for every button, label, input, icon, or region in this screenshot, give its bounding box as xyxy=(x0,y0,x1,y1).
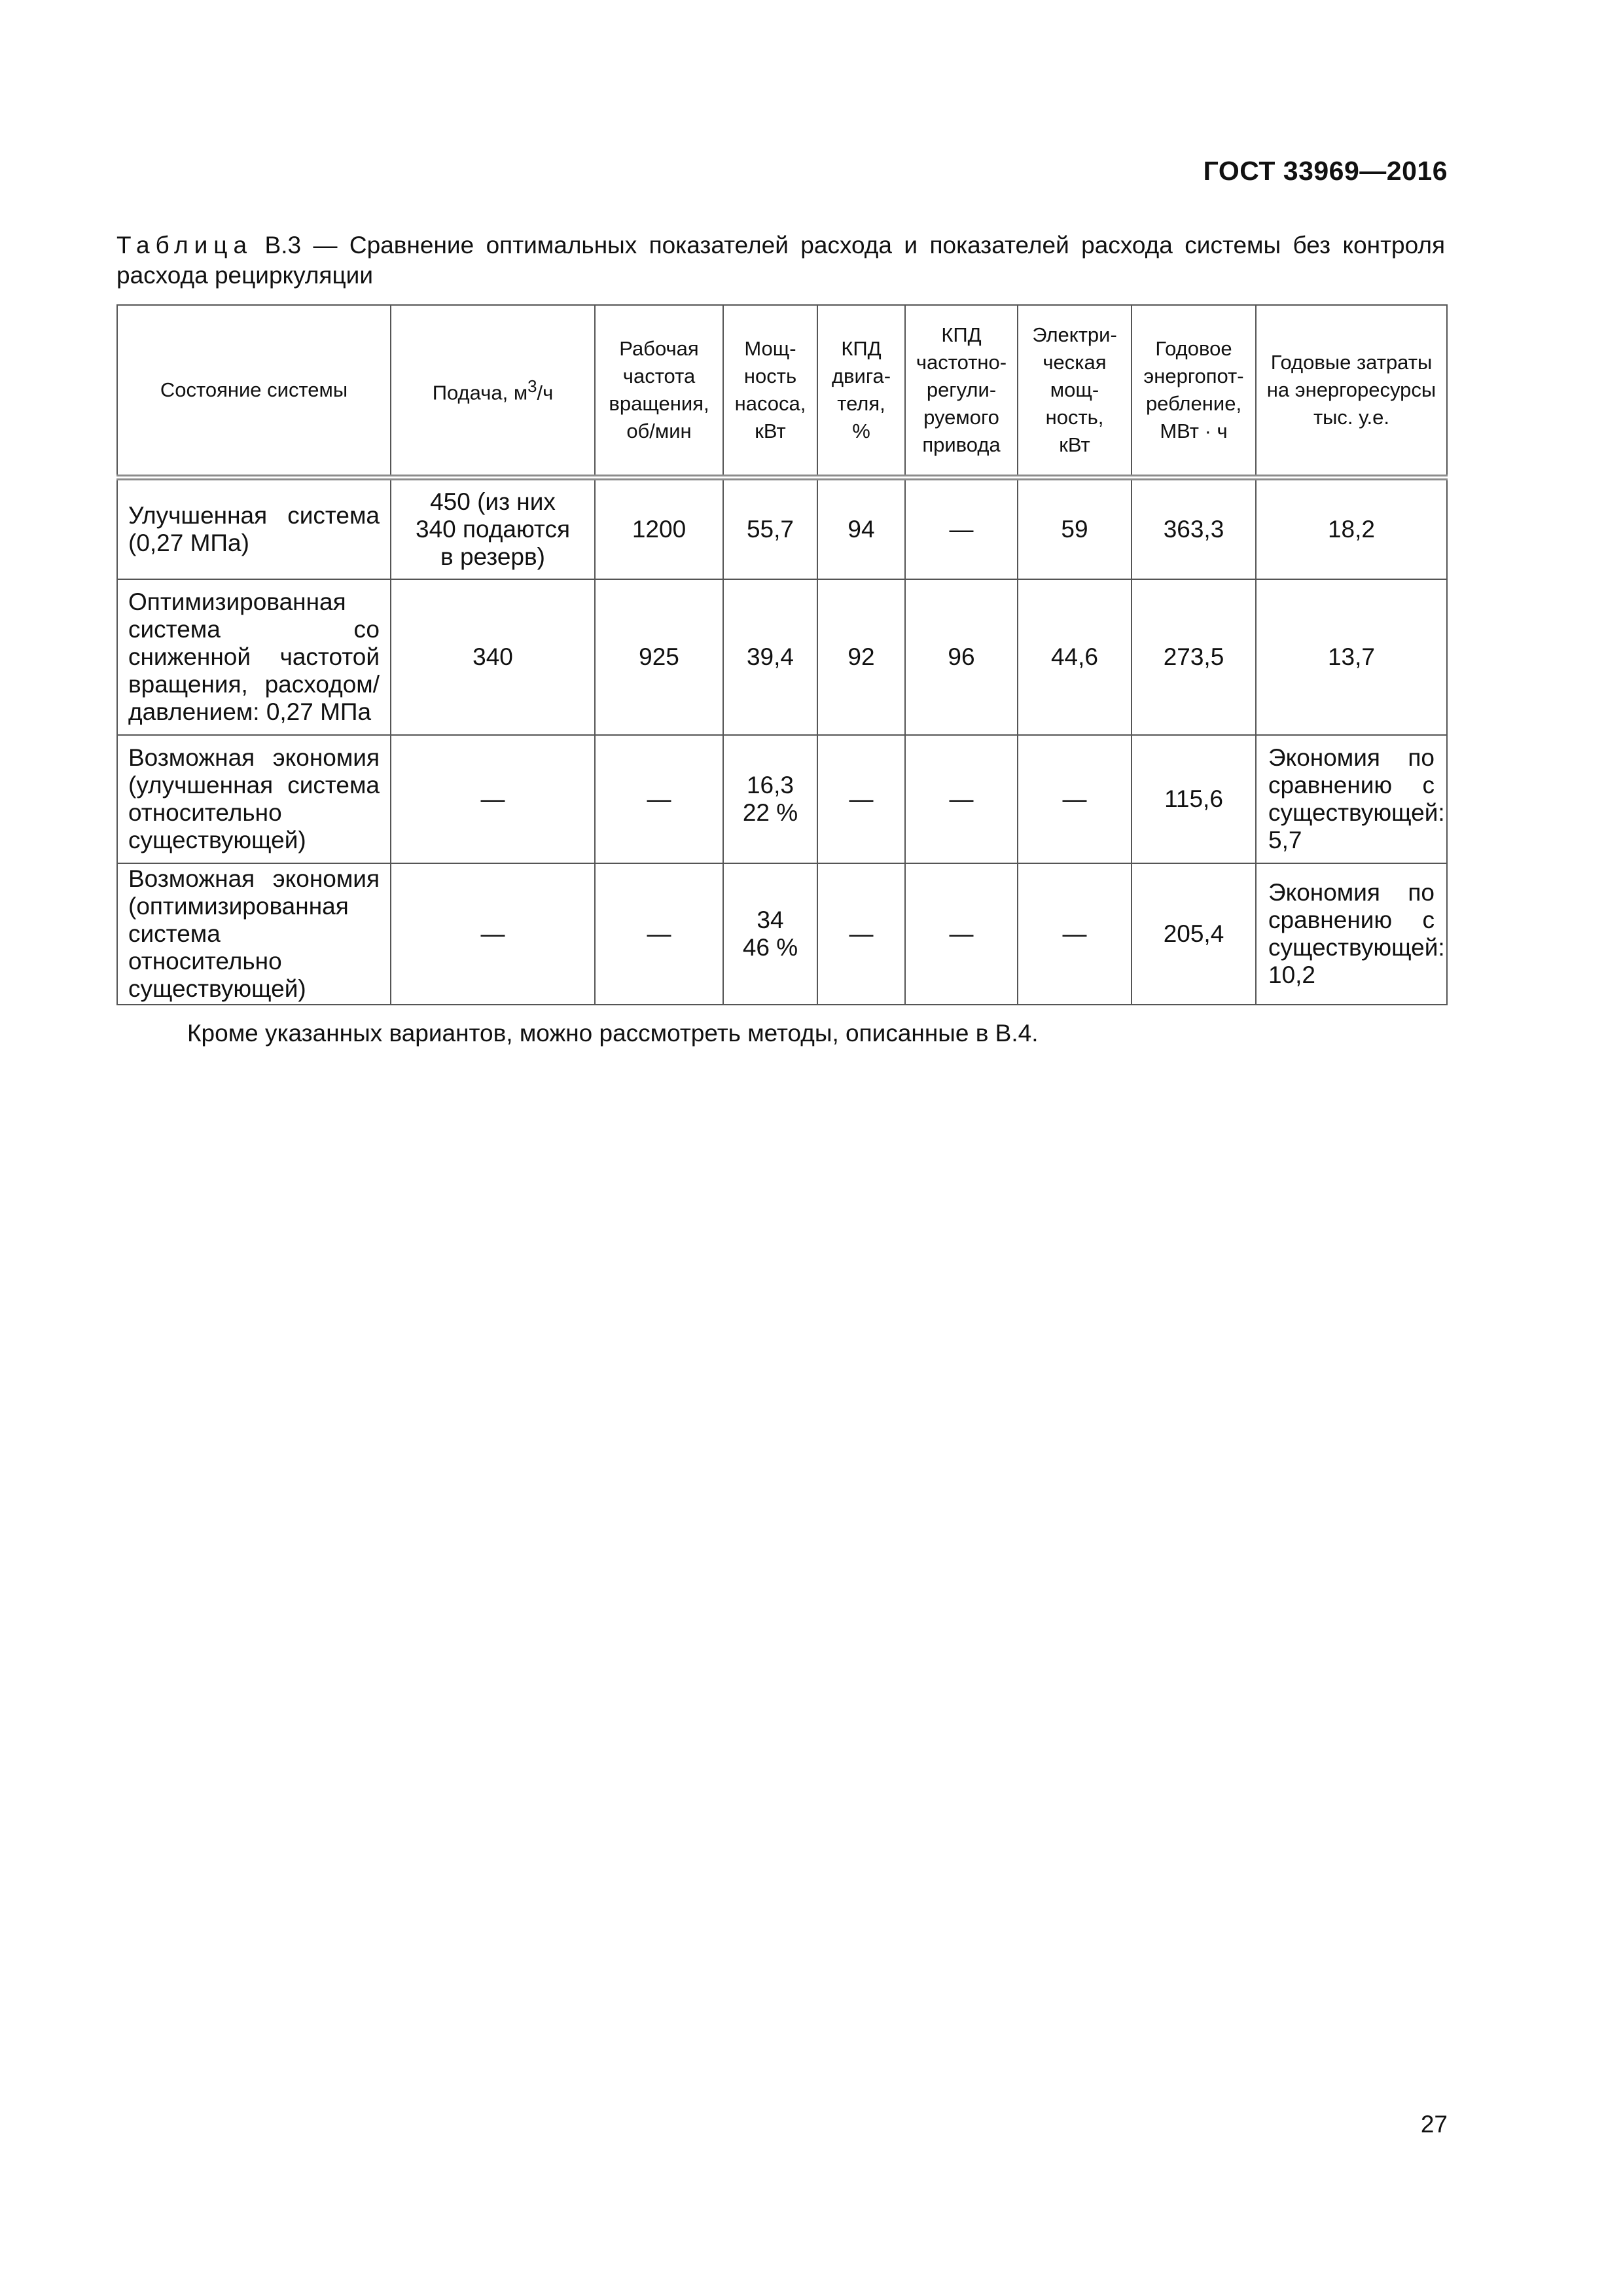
header-flow-superscript: 3 xyxy=(527,378,537,397)
cell-power: 16,3 22 % xyxy=(723,735,817,863)
footer-note: Кроме указанных вариантов, можно рассмотреть методы, описанные в В.4. xyxy=(187,1020,1039,1047)
document-header: ГОСТ 33969—2016 xyxy=(1203,156,1448,186)
header-speed: Рабочая частота вращения, об/мин xyxy=(595,305,723,478)
cell-vfd-efficiency: — xyxy=(905,478,1018,580)
cell-electric-power: — xyxy=(1018,863,1132,1005)
cell-motor-efficiency: — xyxy=(817,863,905,1005)
header-flow-label: Подача, м xyxy=(432,381,528,404)
cell-energy: 273,5 xyxy=(1132,579,1256,735)
cell-electric-power: 59 xyxy=(1018,478,1132,580)
cell-power: 34 46 % xyxy=(723,863,817,1005)
cell-flow: 450 (из них 340 подаются в резерв) xyxy=(391,478,595,580)
table-row xyxy=(117,735,1447,863)
cell-speed: — xyxy=(595,863,723,1005)
cell-speed: 1200 xyxy=(595,478,723,580)
cell-energy: 205,4 xyxy=(1132,863,1256,1005)
header-state: Состояние системы xyxy=(117,305,391,478)
cell-energy: 363,3 xyxy=(1132,478,1256,580)
table-caption-text: В.3 — Сравнение оптимальных показателей расхода и показателей расхода системы без контроля расхода рециркуляции xyxy=(116,232,1445,289)
table-row xyxy=(117,478,1447,580)
cell-motor-efficiency: — xyxy=(817,735,905,863)
cell-cost: Экономия по сравнению с существующей: 5,7 xyxy=(1256,735,1447,863)
cell-state: Улучшенная система (0,27 МПа) xyxy=(117,478,391,580)
header-power: Мощ- ность насоса, кВт xyxy=(723,305,817,478)
header-flow xyxy=(391,305,595,478)
cell-electric-power: 44,6 xyxy=(1018,579,1132,735)
table-caption-prefix: Таблица xyxy=(116,232,253,259)
cell-flow: 340 xyxy=(391,579,595,735)
cell-motor-efficiency: 94 xyxy=(817,478,905,580)
cell-vfd-efficiency: 96 xyxy=(905,579,1018,735)
cell-speed: — xyxy=(595,735,723,863)
cell-flow: — xyxy=(391,735,595,863)
cell-energy: 115,6 xyxy=(1132,735,1256,863)
cell-power: 39,4 xyxy=(723,579,817,735)
cell-cost: 13,7 xyxy=(1256,579,1447,735)
cell-cost: Экономия по сравнению с существующей: 10,2 xyxy=(1256,863,1447,1005)
cell-vfd-efficiency: — xyxy=(905,863,1018,1005)
header-cost: Годовые затраты на энергоресурсы тыс. у.е. xyxy=(1256,305,1447,478)
cell-state: Возможная экономия (оптимизированная система относительно существующей) xyxy=(117,863,391,1005)
cell-vfd-efficiency: — xyxy=(905,735,1018,863)
page-number: 27 xyxy=(1420,2111,1448,2138)
cell-flow: — xyxy=(391,863,595,1005)
cell-electric-power: — xyxy=(1018,735,1132,863)
header-vfd-efficiency: КПД частотно- регули- руемого привода xyxy=(905,305,1018,478)
table-row xyxy=(117,579,1447,735)
table-row xyxy=(117,863,1447,1005)
cell-state: Оптимизированная система со сниженной частотой вращения, расходом/давлением: 0,27 МПа xyxy=(117,579,391,735)
table-caption xyxy=(116,230,1445,291)
cell-power: 55,7 xyxy=(723,478,817,580)
cell-state: Возможная экономия (улучшенная система относительно существующей) xyxy=(117,735,391,863)
comparison-table xyxy=(116,304,1448,1005)
table-header-row xyxy=(117,305,1447,478)
header-motor-efficiency: КПД двига- теля, % xyxy=(817,305,905,478)
header-energy: Годовое энергопот- ребление, МВт · ч xyxy=(1132,305,1256,478)
header-flow-unit: /ч xyxy=(537,381,554,404)
cell-motor-efficiency: 92 xyxy=(817,579,905,735)
header-electric-power: Электри- ческая мощ- ность, кВт xyxy=(1018,305,1132,478)
cell-cost: 18,2 xyxy=(1256,478,1447,580)
cell-speed: 925 xyxy=(595,579,723,735)
